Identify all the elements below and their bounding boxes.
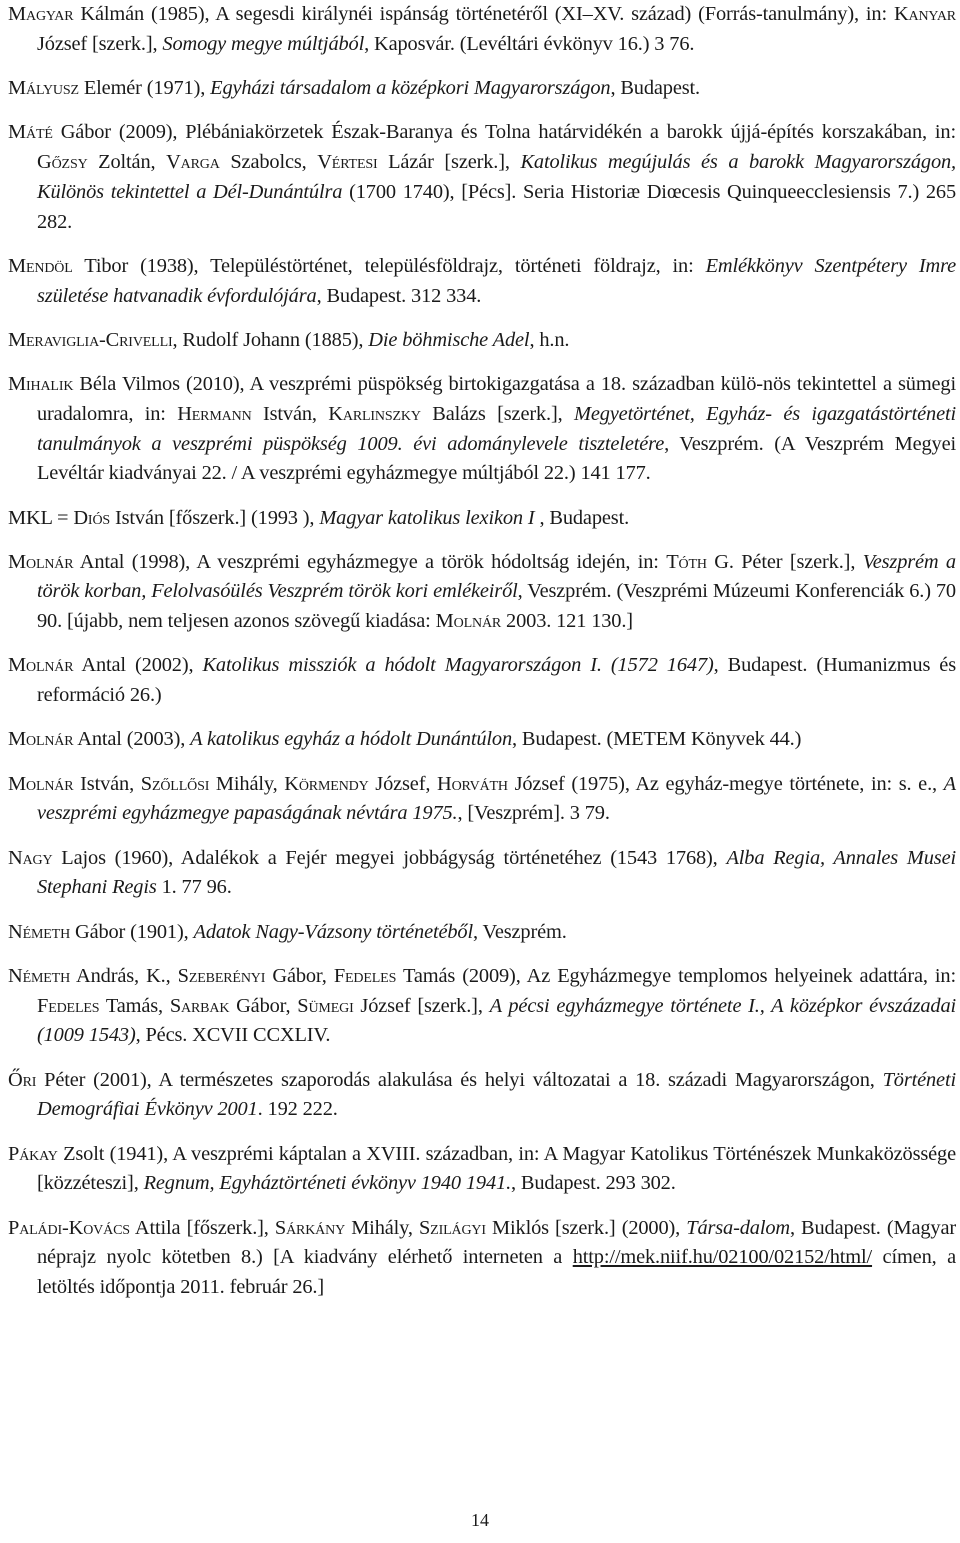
author-name: Vértesi — [317, 150, 378, 173]
entry-text: . 192 222. — [257, 1098, 338, 1121]
entry-text: Béla Vilmos (2010), A veszprémi püspökség birtokigazgatása a 18. században külö-nös tekintettel a sümegi uradalomra, in: — [37, 372, 956, 425]
author-name: Sümegi — [297, 994, 354, 1017]
work-title: A veszprémi egyházmegye papaságának névtára 1975. — [37, 772, 956, 825]
entry-text: , Veszprém. (A Veszprém Megyei Levéltár kiadványai 22. / A veszprémi egyházmegye múltjából 22.) 141 177. — [37, 432, 956, 485]
author-name: Nagy — [8, 846, 53, 869]
entry-text: István, — [73, 772, 141, 795]
author-name: Molnár — [8, 728, 74, 751]
bibliography-list — [8, 0, 956, 1317]
entry-text: , Budapest. — [610, 76, 700, 99]
author-name: Meraviglia-Crivelli — [8, 328, 173, 351]
entry-text: MKL = — [8, 506, 74, 529]
entry-text: Szabolcs, — [219, 150, 318, 173]
bib-entry — [8, 326, 956, 356]
author-name: Pákay — [8, 1142, 58, 1165]
bib-entry — [8, 651, 956, 711]
author-name: Paládi-Kovács — [8, 1216, 130, 1239]
work-title: Katolikus missziók a hódolt Magyarországon I. (1572 1647) — [202, 654, 714, 677]
entry-text: , Veszprém. — [473, 920, 567, 943]
entry-text: , [Veszprém]. 3 79. — [457, 802, 610, 825]
author-name: Tóth — [666, 550, 707, 573]
author-name: Molnár — [8, 550, 74, 573]
entry-text: Antal (2002), — [73, 654, 203, 677]
entry-text: , h.n. — [529, 328, 570, 351]
author-name: Őri — [8, 1068, 37, 1091]
author-name: Magyar — [8, 3, 74, 25]
entry-text: 1. 77 96. — [156, 876, 232, 899]
entry-text: , Budapest. (Humanizmus és reformáció 26.) — [37, 654, 956, 707]
author-name: Gőzsy — [37, 150, 88, 173]
author-name: Diós — [73, 506, 111, 529]
entry-text: Mihály, — [209, 772, 285, 795]
entry-text: Gábor (1901), — [70, 920, 194, 943]
author-name: Fedeles — [37, 994, 100, 1017]
page-number: 14 — [471, 1510, 489, 1530]
entry-text: Miklós [szerk.] (2000), — [485, 1216, 687, 1239]
entry-text: András, K., — [70, 964, 178, 987]
bib-entry — [8, 844, 956, 904]
entry-text: , Budapest. (Magyar néprajz nyolc kötetben 8.) [A kiadvány elérhető interneten a — [37, 1216, 956, 1269]
work-title: Regnum, Egyháztörténeti évkönyv 1940 1941. — [143, 1172, 512, 1195]
source-link[interactable]: http://mek.niif.hu/02100/02152/html/ — [572, 1246, 873, 1269]
entry-text: Lázár [szerk.], — [377, 150, 521, 173]
entry-text: 2003. 121 130.] — [501, 610, 633, 633]
entry-text: Tibor (1938), Településtörténet, településföldrajz, történeti földrajz, in: — [72, 254, 706, 277]
entry-text: Kálmán (1985), A segesdi királynéi ispánság történetéről (XI–XV. század) (Forrás-tanulmány), in: — [73, 3, 894, 25]
entry-text: Tamás (2009), Az Egyházmegye templomos helyeinek adattára, in: — [396, 964, 956, 987]
bib-entry — [8, 725, 956, 755]
work-title: Somogy megye múltjából — [162, 32, 365, 55]
entry-text: , Kaposvár. (Levéltári évkönyv 16.) 3 76. — [364, 32, 695, 55]
work-title: Megyetörténet, Egyház- és igazgatástörténeti tanulmányok a veszprémi püspökség 1009. évi adománylevele tiszteletére — [37, 402, 956, 455]
bib-entry — [8, 1140, 956, 1200]
entry-text: , Veszprém. (Veszprémi Múzeumi Konferenciák 6.) 70 90. [újabb, nem teljesen azonos szövegű kiadása: — [37, 580, 956, 633]
entry-text: Gábor, — [265, 964, 334, 987]
entry-text: (1700 1740), [Pécs]. Seria Historiæ Diœcesis Quinqueecclesiensis 7.) 265 282. — [37, 180, 956, 233]
bib-entry — [8, 370, 956, 489]
work-title: Történeti Demográfiai Évkönyv 2001 — [37, 1068, 956, 1121]
entry-text: , Rudolf Johann (1885), — [172, 328, 369, 351]
entry-text: Antal (2003), — [73, 728, 191, 751]
author-name: Mihalik — [8, 372, 74, 395]
entry-text: Gábor, — [229, 994, 298, 1017]
entry-text: István [főszerk.] (1993 ), — [110, 506, 320, 529]
bib-entry — [8, 504, 956, 534]
work-title: Magyar katolikus lexikon I — [319, 506, 540, 529]
author-name: Szőllősi — [140, 772, 210, 795]
work-title: Katolikus megújulás és a barokk Magyarországon, Különös tekintettel a Dél-Dunántúlra — [37, 150, 957, 203]
work-title: Adatok Nagy-Vázsony történetéből — [193, 920, 473, 943]
bib-entry — [8, 548, 956, 637]
entry-text: Antal (1998), A veszprémi egyházmegye a török hódoltság idején, in: — [73, 550, 667, 573]
author-name: Németh — [8, 964, 71, 987]
entry-text: József [szerk.], — [37, 32, 163, 55]
author-name: Mályusz — [8, 76, 79, 99]
bib-entry — [8, 252, 956, 312]
entry-text: , Budapest. (METEM Könyvek 44.) — [512, 728, 802, 751]
bib-entry — [8, 1066, 956, 1126]
entry-text: címen, a letöltés időpontja 2011. február 26.] — [37, 1246, 956, 1299]
entry-text: , Budapest. — [539, 506, 630, 529]
entry-text: G. Péter [szerk.], — [706, 550, 863, 573]
entry-text: Mihály, — [345, 1216, 419, 1239]
author-name: Varga — [166, 150, 220, 173]
entry-text: Zsolt (1941), A veszprémi káptalan a XVIII. században, in: A Magyar Katolikus Történészek Munkaközössége [közzéteszi], — [37, 1142, 956, 1195]
entry-text: Zoltán, — [87, 150, 167, 173]
entry-text: , Pécs. XCVII CCXLIV. — [135, 1024, 331, 1047]
entry-text: Attila [főszerk.], — [129, 1216, 275, 1239]
work-title: Veszprém a török korban, Felolvasóülés Veszprém török kori emlékeiről — [37, 550, 956, 603]
author-name: Karlinszky — [328, 402, 421, 425]
entry-text: Péter (2001), A természetes szaporodás alakulása és helyi változatai a 18. századi Magyarországon, — [36, 1068, 883, 1091]
entry-text: , Budapest. 312 334. — [316, 284, 482, 307]
bib-entry — [8, 770, 956, 830]
bib-entry — [8, 74, 956, 104]
author-name: Szeberényi — [177, 964, 266, 987]
work-title: Társa-dalom — [686, 1216, 790, 1239]
author-name: Sarbak — [169, 994, 230, 1017]
author-name: Hermann — [177, 402, 252, 425]
bib-entry — [8, 1214, 956, 1303]
author-name: Kanyar — [893, 3, 956, 25]
author-name: Molnár — [435, 610, 502, 633]
author-name: Németh — [8, 920, 71, 943]
entry-text: József (1975), Az egyház-megye története, in: s. e., — [507, 772, 944, 795]
author-name: Körmendy — [284, 772, 369, 795]
entry-text: Lajos (1960), Adalékok a Fejér megyei jobbágyság történetéhez (1543 1768), — [52, 846, 727, 869]
author-name: Fedeles — [333, 964, 397, 987]
entry-text: Gábor (2009), Plébániakörzetek Észak-Baranya és Tolna határvidékén a barokk újjá-építés korszakában, in: — [52, 121, 956, 144]
entry-text: , Budapest. 293 302. — [511, 1172, 676, 1195]
entry-text: István, — [251, 402, 329, 425]
entry-text: József [szerk.], — [353, 994, 490, 1017]
entry-text: Elemér (1971), — [78, 76, 211, 99]
entry-text: József, — [368, 772, 437, 795]
work-title: Die böhmische Adel — [368, 328, 530, 351]
work-title: A pécsi egyházmegye története I., A középkor évszázadai (1009 1543) — [37, 994, 957, 1047]
entry-text: Balázs [szerk.], — [420, 402, 574, 425]
author-name: Horváth — [437, 772, 508, 795]
author-name: Molnár — [8, 772, 74, 795]
author-name: Szilágyi — [418, 1216, 486, 1239]
work-title: A katolikus egyház a hódolt Dunántúlon — [190, 728, 512, 751]
author-name: Máté — [8, 121, 53, 144]
work-title: Emlékkönyv Szentpétery Imre születése hatvanadik évfordulójára — [37, 254, 956, 307]
bib-entry — [8, 118, 956, 237]
work-title: Alba Regia, Annales Musei Stephani Regis — [37, 846, 956, 899]
work-title: Egyházi társadalom a középkori Magyarországon — [210, 76, 611, 99]
bib-entry — [8, 918, 956, 948]
author-name: Molnár — [8, 654, 74, 677]
bib-entry — [8, 962, 956, 1051]
author-name: Mendöl — [8, 254, 73, 277]
author-name: Sárkány — [274, 1216, 346, 1239]
entry-text: Tamás, — [99, 994, 170, 1017]
bib-entry — [8, 0, 956, 60]
